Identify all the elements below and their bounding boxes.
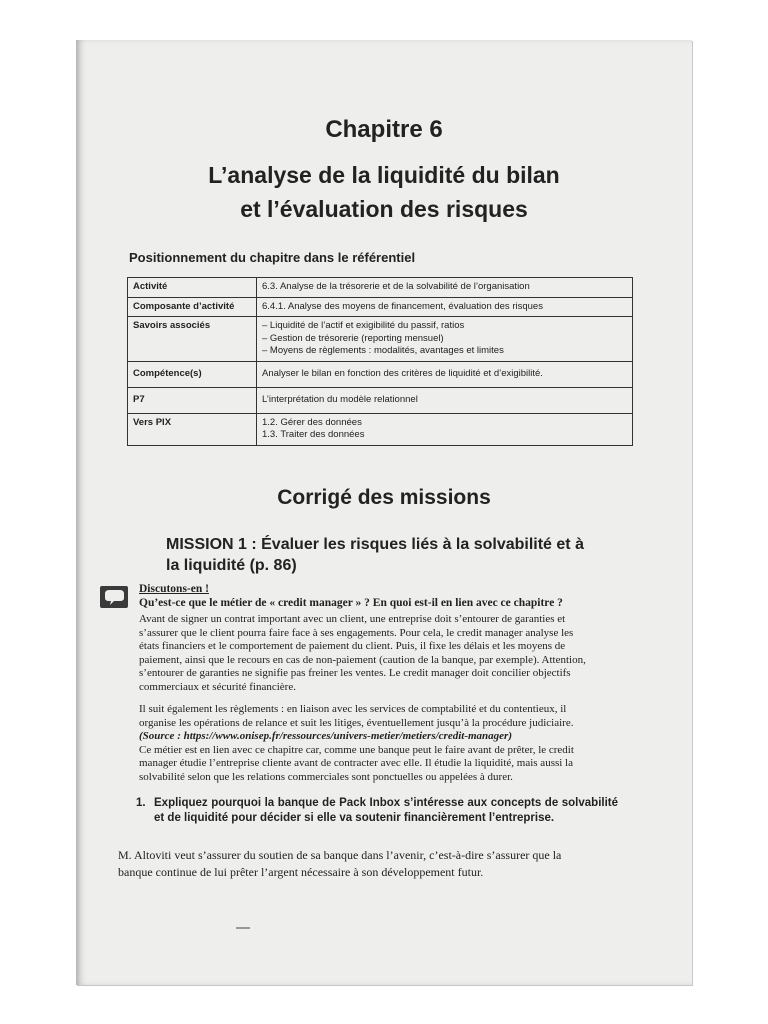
row-value-line: – Moyens de règlements : modalités, avantages et limites: [262, 345, 504, 356]
table-row: [128, 317, 633, 362]
text-line: banque continue de lui prêter l’argent nécessaire à son développement futur.: [118, 865, 484, 879]
row-key: Composante d’activité: [128, 297, 257, 317]
corrige-title: Corrigé des missions: [277, 486, 491, 509]
discussion-heading: Discutons-en !: [139, 583, 209, 595]
speech-bubble-icon: [100, 586, 130, 610]
text-line: états financiers et le comportement de paiement du client. Puis, il fixe les délais et les moyens de: [139, 640, 566, 653]
row-value: [257, 361, 633, 387]
question-text: Expliquez pourquoi la banque de Pack Inbox s’intéresse aux concepts de solvabilité et de liquidité pour décider si elle va soutenir financièrement l’entreprise.: [154, 797, 618, 824]
table-row: [128, 413, 633, 445]
table-row: [128, 278, 633, 298]
row-value-line: 6.4.1. Analyse des moyens de financement, évaluation des risques: [262, 300, 543, 312]
document-page: [76, 40, 692, 985]
referential-table: [127, 277, 633, 446]
row-key: Activité: [128, 278, 257, 298]
text-line: manager étudie l’entreprise cliente avant de contracter avec elle. Il étudie la liquidité, mais aussi la: [139, 757, 574, 770]
table-row: [128, 297, 633, 317]
question-number: 1.: [136, 797, 146, 809]
row-value: [257, 317, 633, 362]
row-value-line: L’interprétation du modèle relationnel: [262, 393, 418, 405]
row-key: Vers PIX: [128, 413, 257, 445]
row-key: Compétence(s): [128, 361, 257, 387]
text-line: solvabilité selon que les relations commerciales sont ponctuelles ou appelées à durer.: [139, 770, 513, 783]
row-key: P7: [128, 387, 257, 413]
chapter-title-line2: et l’évaluation des risques: [240, 196, 528, 222]
table-row: [128, 361, 633, 387]
row-value-line: 1.3. Traiter des données: [262, 429, 365, 440]
row-value-line: Analyser le bilan en fonction des critères de liquidité et d’exigibilité.: [262, 367, 543, 379]
discussion-paragraph-1: [139, 613, 621, 695]
text-line: Il suit également les règlements : en liaison avec les services de comptabilité et du contentieux, il: [139, 703, 567, 715]
mission-line1: MISSION 1 : Évaluer les risques liés à la solvabilité et à: [166, 536, 584, 553]
text-line: s’assurer que le client pourra faire face à ses engagements. Pour cela, le credit manager analyse les: [139, 626, 574, 639]
row-key: Savoirs associés: [128, 317, 257, 362]
discussion-paragraph-2: [139, 703, 621, 785]
mission-line2: la liquidité (p. 86): [166, 557, 297, 574]
text-line: M. Altoviti veut s’assurer du soutien de sa banque dans l’avenir, c’est-à-dire s’assurer que la: [118, 848, 562, 862]
discussion-question: Qu’est-ce que le métier de « credit manager » ? En quoi est-il en lien avec ce chapitre ?: [139, 597, 563, 609]
chapter-title-line1: L’analyse de la liquidité du bilan: [208, 162, 560, 188]
row-value-line: 1.2. Gérer des données: [262, 416, 362, 428]
text-line: commerciaux et sécurité financière.: [139, 680, 296, 693]
source-reference: (Source : https://www.onisep.fr/ressources/univers-metier/metiers/credit-manager): [139, 730, 512, 743]
row-value: [257, 387, 633, 413]
text-line: organise les opérations de relance et suit les litiges, éventuellement jusqu’à la procédure judiciaire.: [139, 716, 574, 729]
row-value: [257, 413, 633, 445]
chapter-title: [76, 158, 692, 226]
row-value-line: 6.3. Analyse de la trésorerie et de la solvabilité de l’organisation: [262, 281, 530, 292]
table-row: [128, 387, 633, 413]
text-line: s’entourer de garanties ne signifie pas freiner les ventes. Le credit manager doit concilier objectifs: [139, 667, 571, 680]
text-line: Avant de signer un contrat important avec un client, une entreprise doit s’entourer de garanties et: [139, 613, 566, 625]
positioning-title: Positionnement du chapitre dans le référentiel: [129, 250, 416, 265]
answer-1: [118, 847, 648, 881]
text-line: paiement, ainsi que le recours en cas de non-paiement (caution de la banque, par exemple). Attention,: [139, 653, 586, 666]
question-1: [136, 796, 618, 826]
text-line: Ce métier est en lien avec ce chapitre car, comme une banque peut le faire avant de prêter, le credit: [139, 743, 574, 756]
row-value-line: – Liquidité de l’actif et exigibilité du passif, ratios: [262, 320, 465, 331]
mission-heading: [166, 534, 636, 576]
row-value-line: – Gestion de trésorerie (reporting mensuel): [262, 332, 444, 344]
row-value: [257, 297, 633, 317]
row-value: [257, 278, 633, 298]
scan-mark: [236, 927, 250, 929]
chapter-number: Chapitre 6: [325, 116, 443, 143]
